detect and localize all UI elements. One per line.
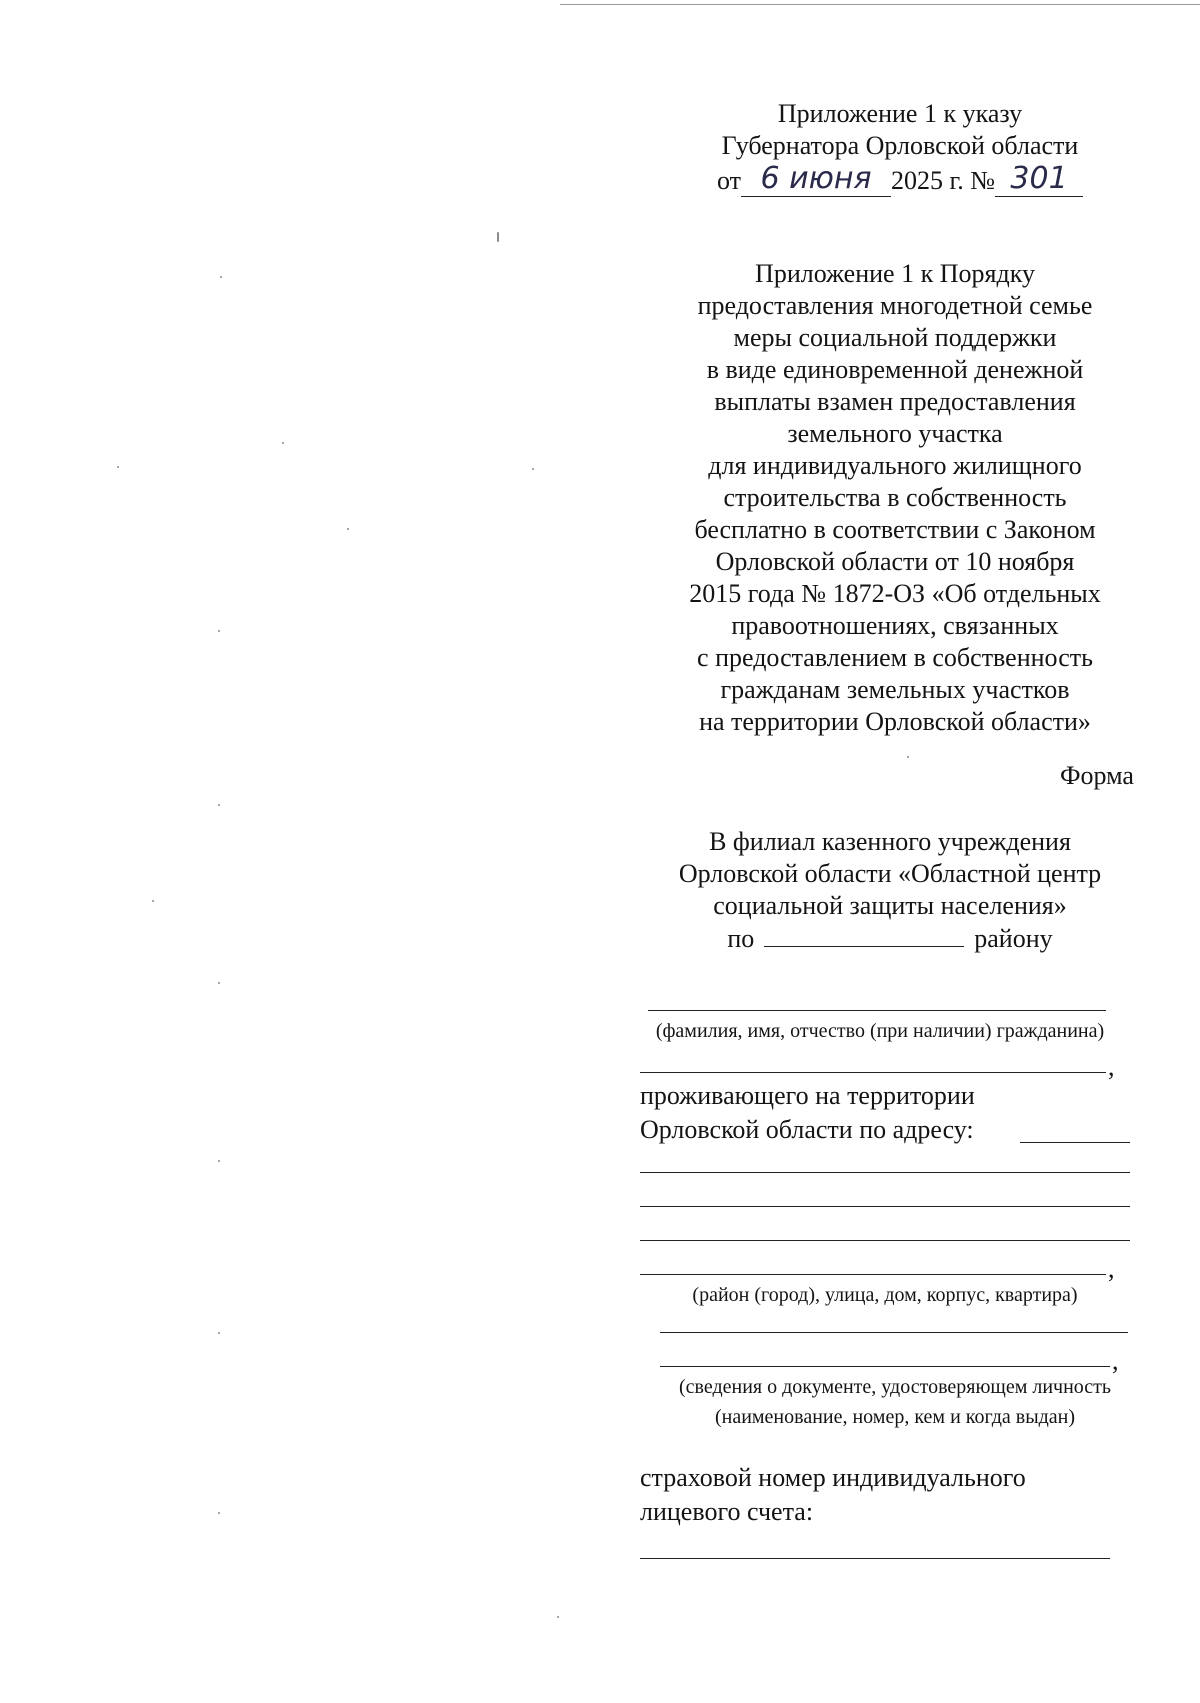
- applicant-name-blank[interactable]: [648, 1010, 1106, 1011]
- applicant-name-blank-2[interactable]: [640, 1072, 1106, 1073]
- handwritten-number-field: 301: [995, 162, 1083, 197]
- addressee-line: социальной защиты населения»: [713, 891, 1067, 920]
- address-blank-line[interactable]: [640, 1206, 1130, 1207]
- decree-date-row: [700, 162, 1100, 197]
- scan-speck: [907, 756, 909, 758]
- identity-caption-line1: (сведения о документе, удостоверяющем личность: [678, 1376, 1112, 1398]
- identity-caption-line2: (наименование, номер, кем и когда выдан): [714, 1406, 1076, 1428]
- comma-mark: ,: [1108, 1254, 1115, 1283]
- address-blank-line[interactable]: [640, 1240, 1130, 1241]
- district-suffix: району: [974, 924, 1053, 953]
- address-blank-line[interactable]: [640, 1274, 1106, 1275]
- district-prefix: по: [727, 924, 755, 953]
- order-annex-line: предоставления многодетной семье: [697, 291, 1093, 320]
- order-annex-line: Приложение 1 к Порядку: [755, 259, 1035, 288]
- addressee-line: В филиал казенного учреждения: [709, 827, 1071, 856]
- order-annex-line: выплаты взамен предоставления: [714, 387, 1076, 416]
- order-annex-line: с предоставлением в собственность: [697, 643, 1093, 672]
- date-prefix: от: [716, 166, 741, 195]
- order-annex-line: на территории Орловской области»: [699, 707, 1091, 736]
- decree-annex-line2: Губернатора Орловской области: [721, 131, 1079, 160]
- district-blank-field[interactable]: [764, 922, 964, 947]
- comma-mark: ,: [1108, 1052, 1115, 1081]
- scan-speck: [218, 1160, 220, 1162]
- decree-annex-line1: Приложение 1 к указу: [777, 99, 1023, 128]
- scan-speck: [218, 630, 220, 632]
- district-line: [650, 922, 1130, 955]
- address-caption: (район (город), улица, дом, корпус, квартира): [692, 1284, 1078, 1306]
- order-annex-line: Орловской области от 10 ноября: [715, 547, 1075, 576]
- scan-speck: [347, 528, 349, 530]
- order-annex-line: земельного участка: [787, 419, 1003, 448]
- snils-blank[interactable]: [640, 1558, 1110, 1559]
- identity-doc-blank-2[interactable]: [660, 1366, 1110, 1367]
- scan-speck: [117, 466, 119, 468]
- scan-edge-line: [560, 4, 1200, 5]
- identity-doc-blank[interactable]: [660, 1332, 1128, 1333]
- scan-speck: [218, 1512, 220, 1514]
- address-blank-line[interactable]: [640, 1172, 1130, 1173]
- handwritten-date-field: 6 июня: [741, 162, 891, 197]
- scan-speck: [557, 1616, 559, 1618]
- address-blank-inline[interactable]: [1020, 1142, 1130, 1143]
- residing-label-line2: Орловской области по адресу:: [640, 1115, 974, 1144]
- snils-label-line1: страховой номер индивидуального: [640, 1463, 1026, 1492]
- scan-speck: [497, 232, 499, 242]
- decree-annex-header: [700, 98, 1100, 197]
- scan-speck: [152, 900, 154, 902]
- order-annex-line: строительства в собственность: [723, 483, 1067, 512]
- order-annex-line: гражданам земельных участков: [720, 675, 1070, 704]
- addressee-block: [650, 826, 1130, 955]
- residing-label-line1: проживающего на территории: [640, 1081, 975, 1110]
- order-annex-line: для индивидуального жилищного: [708, 451, 1082, 480]
- order-annex-line: меры социальной поддержки: [733, 323, 1057, 352]
- snils-label-line2: лицевого счета:: [640, 1497, 814, 1526]
- order-annex-line: 2015 года № 1872-ОЗ «Об отдельных: [689, 579, 1101, 608]
- scan-speck: [282, 442, 284, 444]
- scan-speck: [218, 1332, 220, 1334]
- comma-mark: ,: [1112, 1346, 1119, 1375]
- form-label: Форма: [1060, 761, 1134, 790]
- order-annex-line: в виде единовременной денежной: [706, 355, 1084, 384]
- year-and-number-label: 2025 г. №: [890, 166, 996, 195]
- scan-speck: [532, 468, 534, 470]
- order-annex-header: [660, 258, 1130, 738]
- scan-speck: [218, 982, 220, 984]
- name-caption: (фамилия, имя, отчество (при наличии) гражданина): [655, 1020, 1105, 1042]
- order-annex-line: бесплатно в соответствии с Законом: [694, 515, 1096, 544]
- addressee-line: Орловской области «Областной центр: [678, 859, 1102, 888]
- order-annex-line: правоотношениях, связанных: [731, 611, 1059, 640]
- scan-speck: [220, 276, 222, 278]
- scan-speck: [218, 804, 220, 806]
